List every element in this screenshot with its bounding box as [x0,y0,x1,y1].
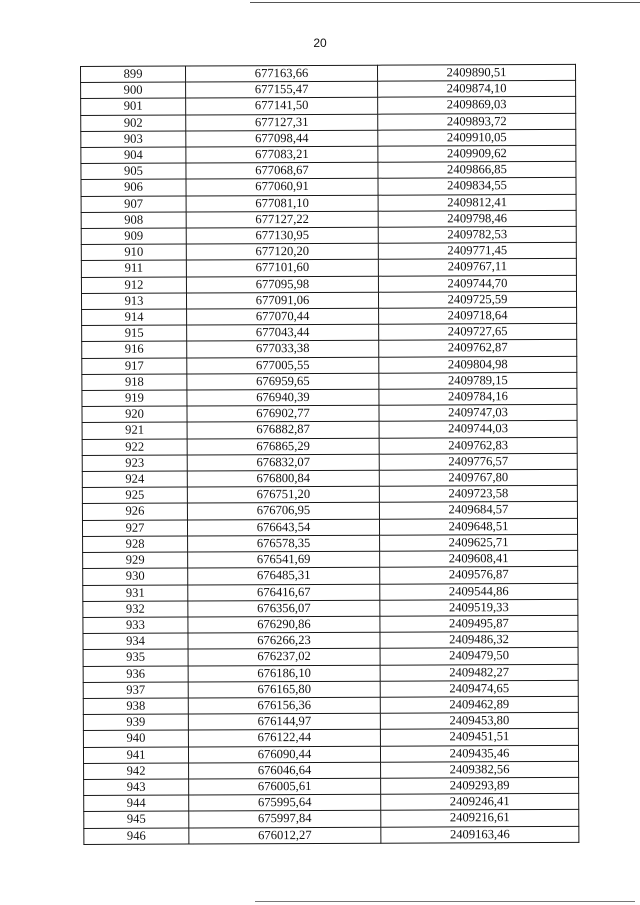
y-coordinate-cell: 2409725,59 [378,291,576,308]
table-row [84,761,579,779]
table-row [83,567,578,585]
point-number-cell: 909 [81,228,186,245]
y-coordinate-cell: 2409495,87 [380,615,578,632]
y-coordinate-cell: 2409784,16 [379,388,577,405]
y-coordinate-cell: 2409462,89 [380,696,578,713]
y-coordinate-cell: 2409866,85 [378,162,576,179]
table-row [83,550,578,568]
point-number-cell: 938 [83,698,188,715]
table-row [83,729,578,747]
x-coordinate-cell: 676186,10 [188,665,380,682]
y-coordinate-cell: 2409890,51 [377,64,575,81]
point-number-cell: 943 [84,779,189,796]
y-coordinate-cell: 2409767,11 [378,259,576,276]
point-number-cell: 944 [84,795,189,812]
point-number-cell: 904 [81,147,186,164]
table-row [82,405,577,423]
x-coordinate-cell: 677043,44 [187,324,379,341]
point-number-cell: 931 [83,585,188,602]
table-row [82,469,577,487]
x-coordinate-cell: 676165,80 [188,681,380,698]
y-coordinate-cell: 2409293,89 [381,777,579,794]
x-coordinate-cell: 676290,86 [188,616,380,633]
table-row [81,129,576,147]
point-number-cell: 911 [81,260,186,277]
y-coordinate-cell: 2409789,15 [379,372,577,389]
x-coordinate-cell: 676751,20 [187,486,379,503]
x-coordinate-cell: 676416,67 [188,584,380,601]
table-row [81,145,576,163]
x-coordinate-cell: 676012,27 [189,827,381,844]
x-coordinate-cell: 677163,66 [186,65,378,82]
x-coordinate-cell: 676643,54 [187,519,379,536]
y-coordinate-cell: 2409718,64 [379,307,577,324]
y-coordinate-cell: 2409744,70 [378,275,576,292]
point-number-cell: 945 [84,811,189,828]
y-coordinate-cell: 2409482,27 [380,664,578,681]
table-row [82,372,577,390]
y-coordinate-cell: 2409216,61 [381,810,579,827]
point-number-cell: 934 [83,633,188,650]
y-coordinate-cell: 2409684,57 [379,502,577,519]
y-coordinate-cell: 2409727,65 [379,324,577,341]
point-number-cell: 910 [81,244,186,261]
x-coordinate-cell: 677060,91 [186,179,378,196]
point-number-cell: 915 [82,325,187,342]
point-number-cell: 902 [81,115,186,132]
table-row [83,583,578,601]
x-coordinate-cell: 676832,07 [187,454,379,471]
y-coordinate-cell: 2409435,46 [380,745,578,762]
x-coordinate-cell: 677141,50 [186,98,378,115]
table-row [83,631,578,649]
x-coordinate-cell: 676940,39 [187,389,379,406]
point-number-cell: 906 [81,179,186,196]
point-number-cell: 942 [84,763,189,780]
y-coordinate-cell: 2409576,87 [380,567,578,584]
table-row [82,356,577,374]
x-coordinate-cell: 675997,84 [189,811,381,828]
table-row [81,97,576,115]
table-row [82,486,577,504]
table-row [83,696,578,714]
point-number-cell: 930 [83,568,188,585]
x-coordinate-cell: 677101,60 [186,260,378,277]
point-number-cell: 939 [83,714,188,731]
table-row [83,615,578,633]
x-coordinate-cell: 676156,36 [188,697,380,714]
point-number-cell: 926 [82,504,187,521]
y-coordinate-cell: 2409762,83 [379,437,577,454]
y-coordinate-cell: 2409479,50 [380,648,578,665]
point-number-cell: 907 [81,196,186,213]
table-row [84,810,579,828]
y-coordinate-cell: 2409474,65 [380,680,578,697]
point-number-cell: 927 [82,520,187,537]
y-coordinate-cell: 2409804,98 [379,356,577,373]
point-number-cell: 908 [81,212,186,229]
y-coordinate-cell: 2409544,86 [380,583,578,600]
x-coordinate-cell: 677070,44 [187,308,379,325]
table-row [81,243,576,261]
point-number-cell: 916 [82,341,187,358]
table-row [83,712,578,730]
y-coordinate-cell: 2409723,58 [379,486,577,503]
table-row [83,648,578,666]
y-coordinate-cell: 2409909,62 [378,145,576,162]
point-number-cell: 921 [82,423,187,440]
x-coordinate-cell: 676485,31 [188,567,380,584]
x-coordinate-cell: 677081,10 [186,195,378,212]
point-number-cell: 922 [82,439,187,456]
x-coordinate-cell: 677130,95 [186,227,378,244]
point-number-cell: 933 [83,617,188,634]
table-row [83,599,578,617]
y-coordinate-cell: 2409625,71 [380,534,578,551]
point-number-cell: 929 [83,552,188,569]
point-number-cell: 917 [82,358,187,375]
table-row [82,437,577,455]
point-number-cell: 941 [83,747,188,764]
table-row [81,81,576,99]
x-coordinate-cell: 676046,64 [189,762,381,779]
table-row [81,178,576,196]
point-number-cell: 912 [81,277,186,294]
x-coordinate-cell: 676800,84 [187,470,379,487]
y-coordinate-cell: 2409744,03 [379,421,577,438]
y-coordinate-cell: 2409869,03 [378,97,576,114]
y-coordinate-cell: 2409163,46 [381,826,579,843]
y-coordinate-cell: 2409762,87 [379,340,577,357]
point-number-cell: 905 [81,163,186,180]
table-row [82,388,577,406]
x-coordinate-cell: 677083,21 [186,146,378,163]
y-coordinate-cell: 2409834,55 [378,178,576,195]
table-row [83,534,578,552]
y-coordinate-cell: 2409648,51 [379,518,577,535]
x-coordinate-cell: 676122,44 [188,730,380,747]
x-coordinate-cell: 676005,61 [189,778,381,795]
point-number-cell: 899 [81,66,186,83]
point-number-cell: 946 [84,828,189,845]
x-coordinate-cell: 676578,35 [188,535,380,552]
table-row [82,453,577,471]
y-coordinate-cell: 2409782,53 [378,226,576,243]
x-coordinate-cell: 676959,65 [187,373,379,390]
y-coordinate-cell: 2409246,41 [381,793,579,810]
table-row [81,226,576,244]
table-row [81,113,576,131]
table-row [81,162,576,180]
y-coordinate-cell: 2409451,51 [380,729,578,746]
point-number-cell: 935 [83,649,188,666]
scan-edge-top [250,2,640,3]
x-coordinate-cell: 677127,31 [186,114,378,131]
y-coordinate-cell: 2409874,10 [378,81,576,98]
table-row [81,194,576,212]
table-row [82,421,577,439]
page-number: 20 [313,36,327,50]
x-coordinate-cell: 676902,77 [187,405,379,422]
table-row [81,291,576,309]
x-coordinate-cell: 676865,29 [187,438,379,455]
point-number-cell: 919 [82,390,187,407]
coordinates-table-body [81,64,579,844]
table-row [82,307,577,325]
point-number-cell: 903 [81,131,186,148]
y-coordinate-cell: 2409812,41 [378,194,576,211]
point-number-cell: 914 [82,309,187,326]
x-coordinate-cell: 677120,20 [186,243,378,260]
point-number-cell: 925 [82,487,187,504]
x-coordinate-cell: 677127,22 [186,211,378,228]
x-coordinate-cell: 676144,97 [188,713,380,730]
table-row [83,680,578,698]
x-coordinate-cell: 677033,38 [187,341,379,358]
y-coordinate-cell: 2409767,80 [379,469,577,486]
table-row [84,793,579,811]
x-coordinate-cell: 676237,02 [188,649,380,666]
x-coordinate-cell: 677095,98 [186,276,378,293]
point-number-cell: 918 [82,374,187,391]
table-row [82,324,577,342]
x-coordinate-cell: 676266,23 [188,632,380,649]
point-number-cell: 913 [81,293,186,310]
y-coordinate-cell: 2409519,33 [380,599,578,616]
scan-edge-bottom [255,901,635,902]
x-coordinate-cell: 676541,69 [188,551,380,568]
x-coordinate-cell: 676706,95 [187,503,379,520]
table-row [83,745,578,763]
y-coordinate-cell: 2409893,72 [378,113,576,130]
y-coordinate-cell: 2409382,56 [381,761,579,778]
point-number-cell: 924 [82,471,187,488]
x-coordinate-cell: 676356,07 [188,600,380,617]
y-coordinate-cell: 2409771,45 [378,243,576,260]
table-row [81,259,576,277]
point-number-cell: 936 [83,666,188,683]
point-number-cell: 901 [81,98,186,115]
y-coordinate-cell: 2409608,41 [380,550,578,567]
table-row [84,826,579,844]
y-coordinate-cell: 2409910,05 [378,129,576,146]
point-number-cell: 928 [83,536,188,553]
y-coordinate-cell: 2409486,32 [380,631,578,648]
point-number-cell: 923 [82,455,187,472]
point-number-cell: 900 [81,82,186,99]
y-coordinate-cell: 2409453,80 [380,712,578,729]
point-number-cell: 940 [83,730,188,747]
x-coordinate-cell: 675995,64 [189,794,381,811]
x-coordinate-cell: 677091,06 [186,292,378,309]
x-coordinate-cell: 677068,67 [186,162,378,179]
table-row [81,64,576,82]
table-row [82,518,577,536]
y-coordinate-cell: 2409798,46 [378,210,576,227]
x-coordinate-cell: 677155,47 [186,81,378,98]
x-coordinate-cell: 676090,44 [188,746,380,763]
y-coordinate-cell: 2409776,57 [379,453,577,470]
x-coordinate-cell: 677098,44 [186,130,378,147]
table-row [81,210,576,228]
table-row [83,664,578,682]
y-coordinate-cell: 2409747,03 [379,405,577,422]
point-number-cell: 920 [82,406,187,423]
point-number-cell: 932 [83,601,188,618]
table-row [82,340,577,358]
x-coordinate-cell: 677005,55 [187,357,379,374]
table-row [82,502,577,520]
x-coordinate-cell: 676882,87 [187,422,379,439]
coordinates-table [80,64,579,845]
point-number-cell: 937 [83,682,188,699]
table-row [84,777,579,795]
table-row [81,275,576,293]
